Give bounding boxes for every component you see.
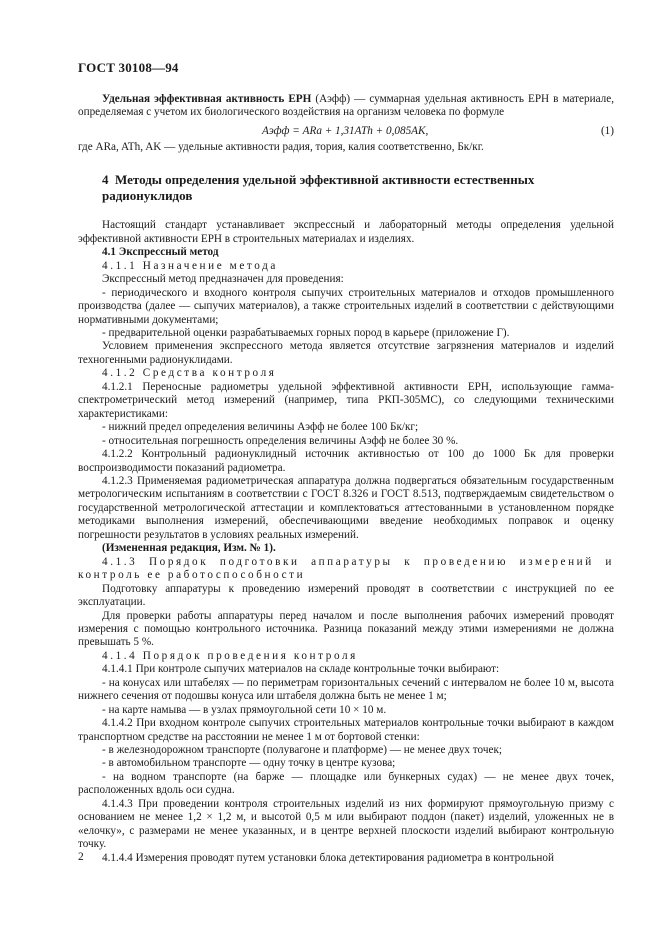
page-number: 2 (78, 851, 84, 863)
bullet-item: - нижний предел определения величины Aэфф не более 100 Бк/кг; (102, 421, 419, 434)
bullet-item: - в автомобильном транспорте — одну точку в центре кузова; (102, 757, 396, 770)
bullet-item: - на конусах или штабелях — по периметрам горизонтальных сечений с интервалом не более 10 м, высота нижнего сечения от подошвы конуса или штабеля должна быть не менее 1 м; (78, 676, 614, 703)
paragraph-4-1-3-b: Для проверки работы аппаратуры перед началом и после выполнения рабочих измерений проводят измерения с помощью контрольного источника. Разница показаний между этими измерениями не должна превышать 5 %. (78, 609, 614, 649)
formula-row (78, 123, 614, 139)
bullet-item: - периодического и входного контроля сыпучих строительных материалов и отходов промышленного производства (далее — сыпучих материалов), а также строительных изделий в соответствии с действующими нормативными документами; (78, 286, 614, 326)
paragraph-4-1-4-2: 4.1.4.2 При входном контроле сыпучих строительных материалов контрольные точки выбирают в каждом транспортном средстве на расстоянии не менее 1 м от бортовой стенки: (78, 717, 614, 743)
subsection-4-1-3-heading: 4.1.3 Порядок подготовки аппаратуры к проведению измерений и контроль ее работоспособности (78, 555, 614, 582)
subsection-4-1-2-heading: 4.1.2 Средства контроля (102, 367, 277, 380)
definition-term: Удельная эффективная активность ЕРН (102, 93, 312, 105)
paragraph-4-1-4-4: 4.1.4.4 Измерения проводят путем установки блока детектирования радиометра в контрольной (102, 851, 554, 864)
condition-paragraph: Условием применения экспрессного метода является отсутствие загрязнения материалов и изделий техногенными радионуклидами. (78, 340, 614, 366)
paragraph-4-1-2-1: 4.1.2.1 Переносные радиометры удельной эффективной активности ЕРН, использующие гамма-спектрометрический метод измерений (например, типа РКП-305МС), со следующими техническими характеристиками: (78, 380, 614, 420)
subsection-4-1-heading: 4.1 Экспрессный метод (102, 246, 219, 259)
bullet-item: - в железнодорожном транспорте (полувагоне и платформе) — не менее двух точек; (102, 744, 502, 757)
section-title-line1: Методы определения удельной эффективной активности естественных (115, 172, 535, 188)
paragraph-4-1-2-2: 4.1.2.2 Контрольный радионуклидный источник активностью от 100 до 1000 Бк для проверки воспроизводимости показаний радиометра. (78, 448, 614, 474)
definition-text: (Aэфф) — суммарная удельная активность ЕРН в материале, определяемая с учетом их биологического воздействия на организм человека по формуле (78, 93, 615, 119)
bullet-item: - относительная погрешность определения величины Aэфф не более 30 %. (102, 434, 459, 447)
bullet-item: - на водном транспорте (на барже — площадке или бункерных судах) — не менее двух точек, расположенных вдоль оси судна. (78, 770, 614, 797)
bullet-item: - на карте намыва — в узлах прямоугольной сети 10 × 10 м. (102, 703, 387, 716)
paragraph-4-1-2-3: 4.1.2.3 Применяемая радиометрическая аппаратура должна подвергаться обязательным государственным метрологическим испытаниям в соответствии с ГОСТ 8.326 и ГОСТ 8.513, подтверждаемым свидетельством о государственной метрологической аттестации и комплектоваться аттестованными в установленном порядке методиками выполнения измерений, обеспечивающими введение необходимых поправок и оценку погрешности результатов в условиях реальных измерений. (78, 474, 614, 541)
definition-paragraph (78, 93, 614, 120)
paragraph-4-1-4-1: 4.1.4.1 При контроле сыпучих материалов на складе контрольные точки выбирают: (102, 663, 500, 676)
subsection-4-1-4-heading: 4.1.4 Порядок проведения контроля (102, 649, 358, 662)
section-4-heading (78, 172, 614, 203)
paragraph-4-1-4-3: 4.1.4.3 При проведении контроля строительных изделий из них формируют прямоугольную призму с основанием не менее 1,2 × 1,2 м, и высотой 0,5 м или выбирают поддон (пакет) изделий, уложенных не в «елочку», с размерами не менее указанных, и в центре верхней плоскости изделий выбирают контрольную точку. (78, 797, 614, 851)
intro-paragraph: Настоящий стандарт устанавливает экспрессный и лабораторный методы определения удельной эффективной активности ЕРН в строительных материалах и изделиях. (78, 219, 614, 245)
section-title-line2: радионуклидов (102, 187, 193, 203)
formula-explanation: где ARa, ATh, AK — удельные активности радия, тория, калия соответственно, Бк/кг. (78, 140, 484, 153)
amendment-note: (Измененная редакция, Изм. № 1). (102, 542, 276, 555)
formula: Aэфф = ARa + 1,31ATh + 0,085AK, (262, 124, 429, 137)
bullet-item: - предварительной оценки разрабатываемых горных пород в карьере (приложение Г). (102, 326, 510, 339)
section-number: 4 (102, 172, 109, 188)
formula-number: (1) (600, 124, 614, 137)
subsection-4-1-1-heading: 4.1.1 Назначение метода (102, 259, 278, 272)
paragraph-4-1-1: Экспрессный метод предназначен для проведения: (102, 273, 344, 286)
document-code-header: ГОСТ 30108—94 (78, 60, 179, 75)
page-body (78, 93, 614, 865)
paragraph-4-1-3-a: Подготовку аппаратуры к проведению измерений проводят в соответствии с инструкцией по ее эксплуатации. (78, 582, 614, 609)
